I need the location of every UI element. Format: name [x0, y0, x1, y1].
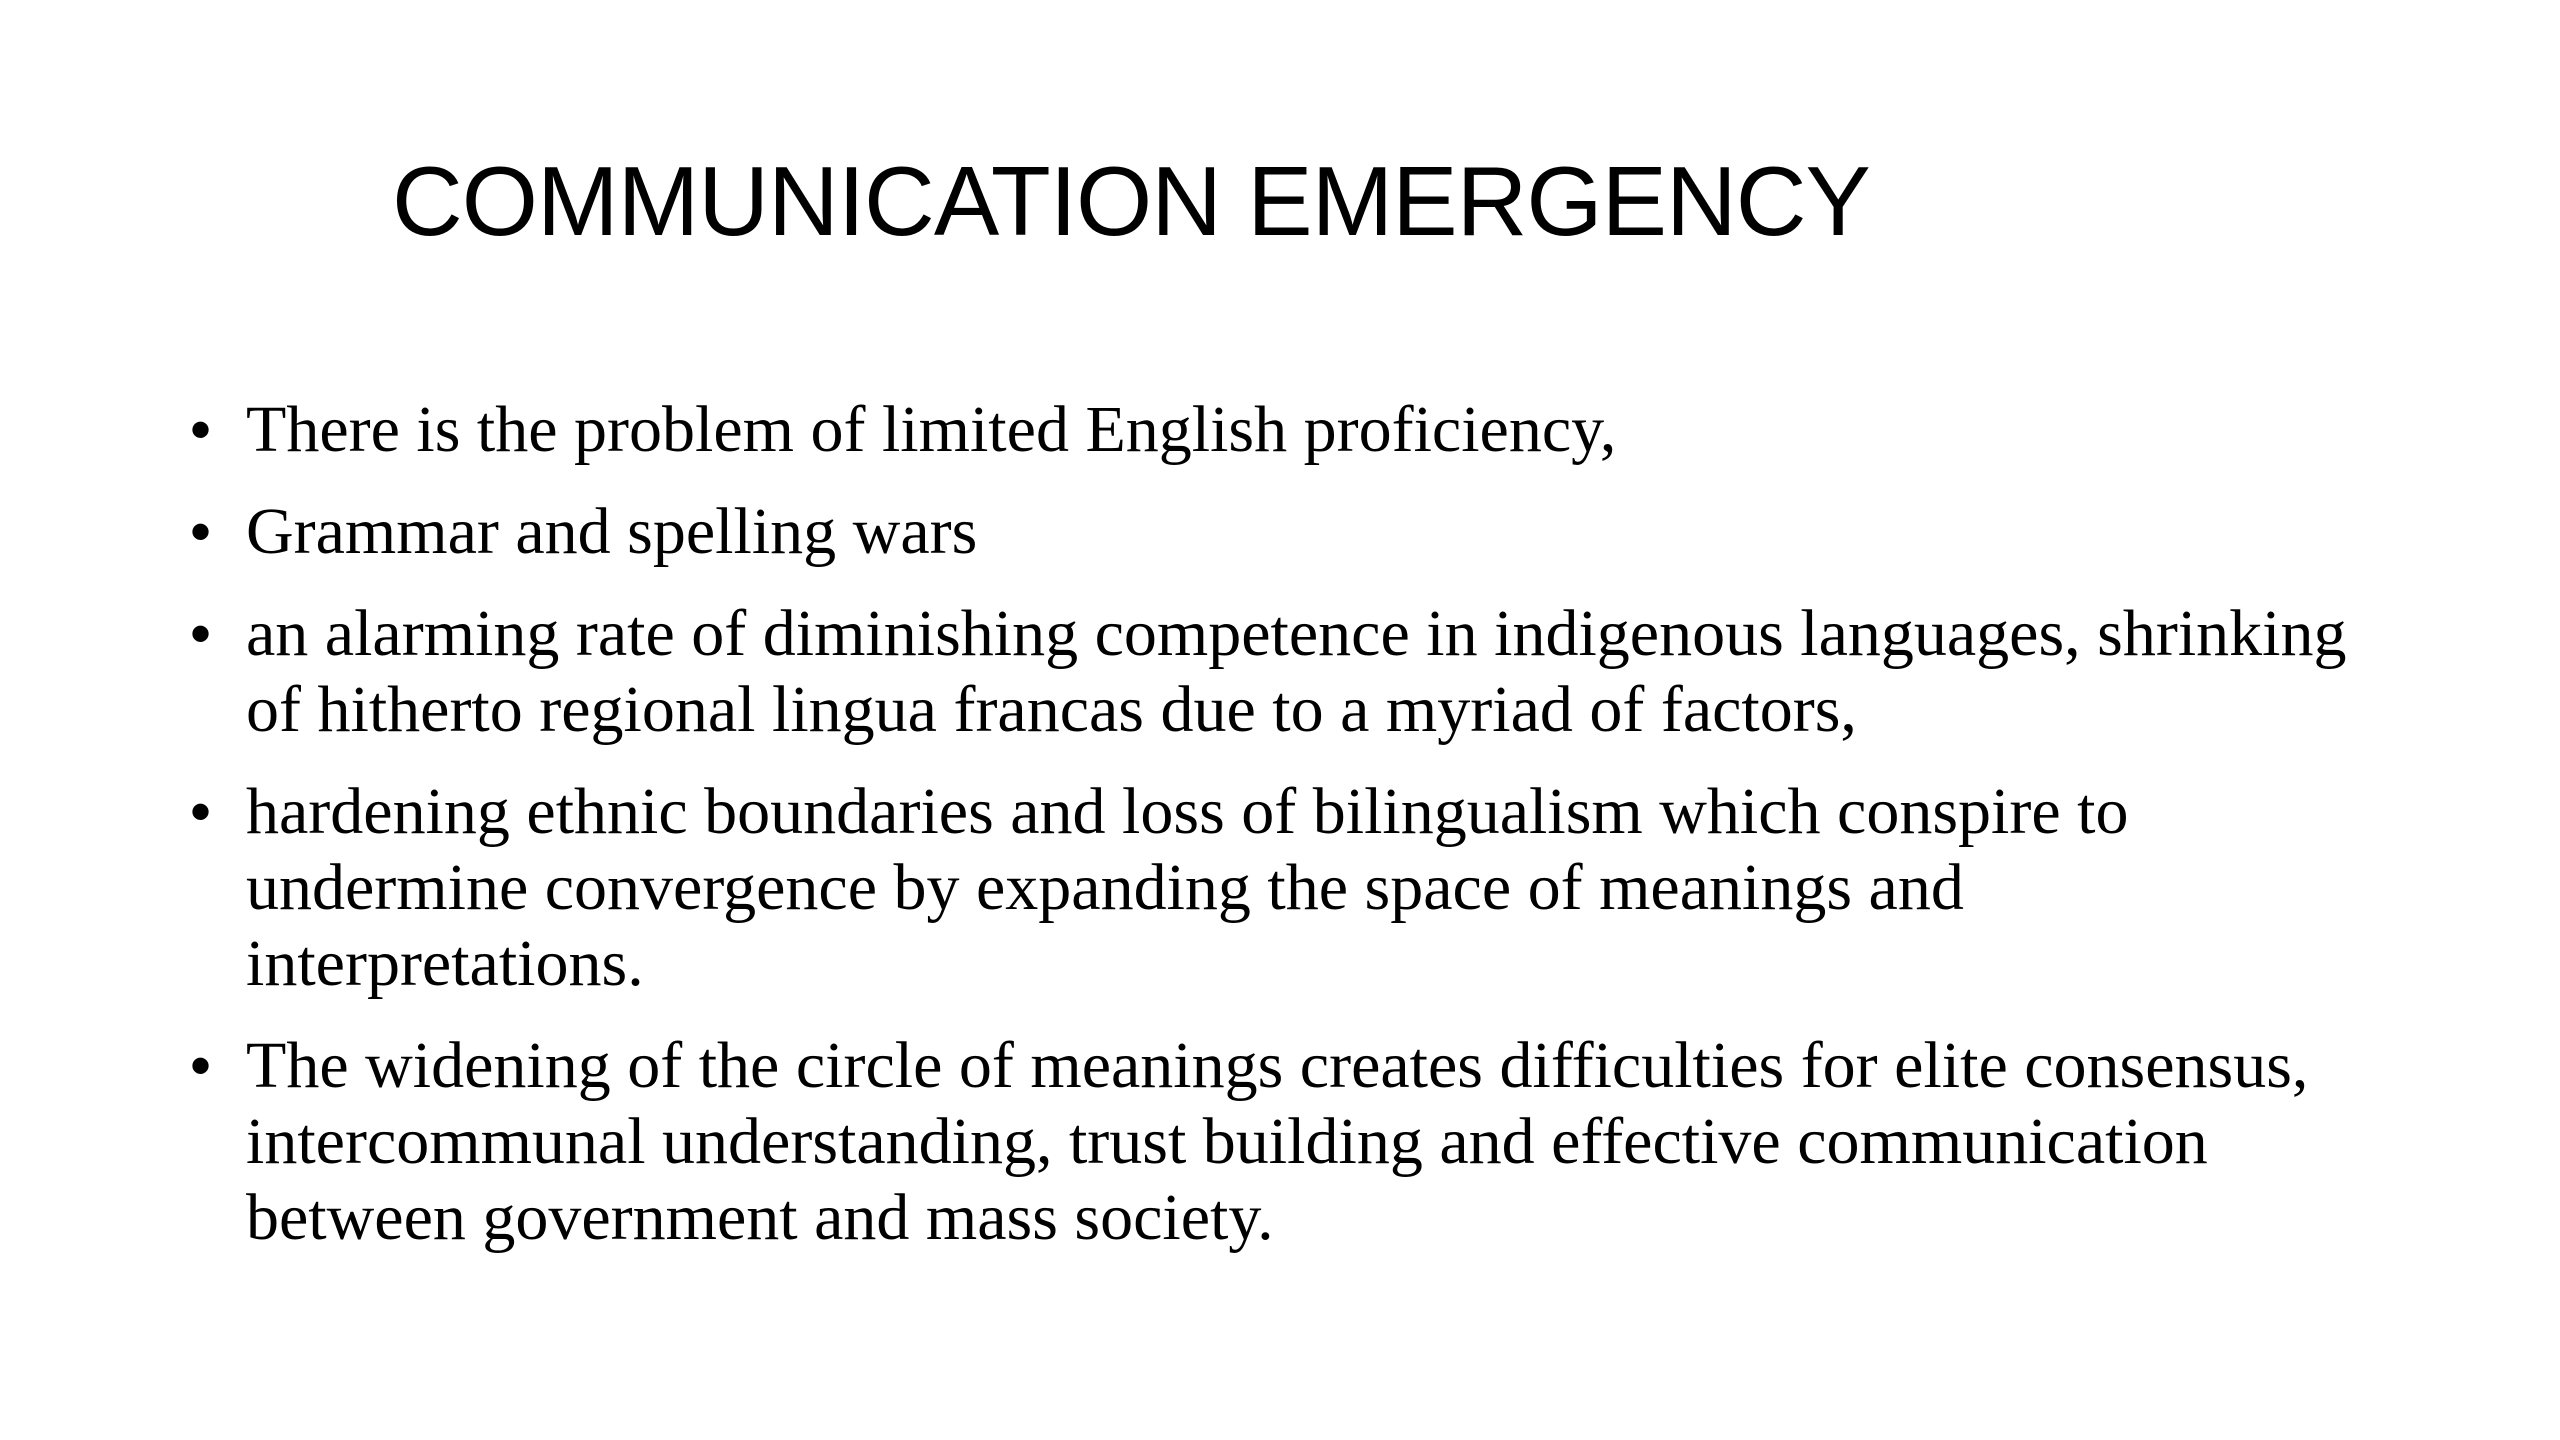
bullet-icon: •: [190, 396, 212, 463]
bullet-item: [190, 392, 2370, 468]
bullet-icon: •: [190, 778, 212, 845]
bullet-text: an alarming rate of diminishing competence in indigenous languages, shrinking of hitherto regional lingua francas due to a myriad of factors,: [246, 597, 2347, 746]
bullet-item: [190, 774, 2370, 1002]
bullet-text: Grammar and spelling wars: [246, 495, 978, 568]
slide-title: COMMUNICATION EMERGENCY: [392, 146, 1870, 256]
bullet-icon: •: [190, 1032, 212, 1099]
bullet-text: hardening ethnic boundaries and loss of bilingualism which conspire to undermine convergence by expanding the space of meanings and interpretations.: [246, 775, 2129, 1000]
bullet-icon: •: [190, 600, 212, 667]
bullet-text: The widening of the circle of meanings creates difficulties for elite consensus, intercommunal understanding, trust building and effective communication between government and mass society.: [246, 1029, 2309, 1254]
bullet-item: [190, 1028, 2370, 1256]
bullet-list: [190, 392, 2370, 1282]
bullet-icon: •: [190, 498, 212, 565]
bullet-text: There is the problem of limited English proficiency,: [246, 393, 1617, 466]
bullet-item: [190, 494, 2370, 570]
bullet-item: [190, 596, 2370, 748]
